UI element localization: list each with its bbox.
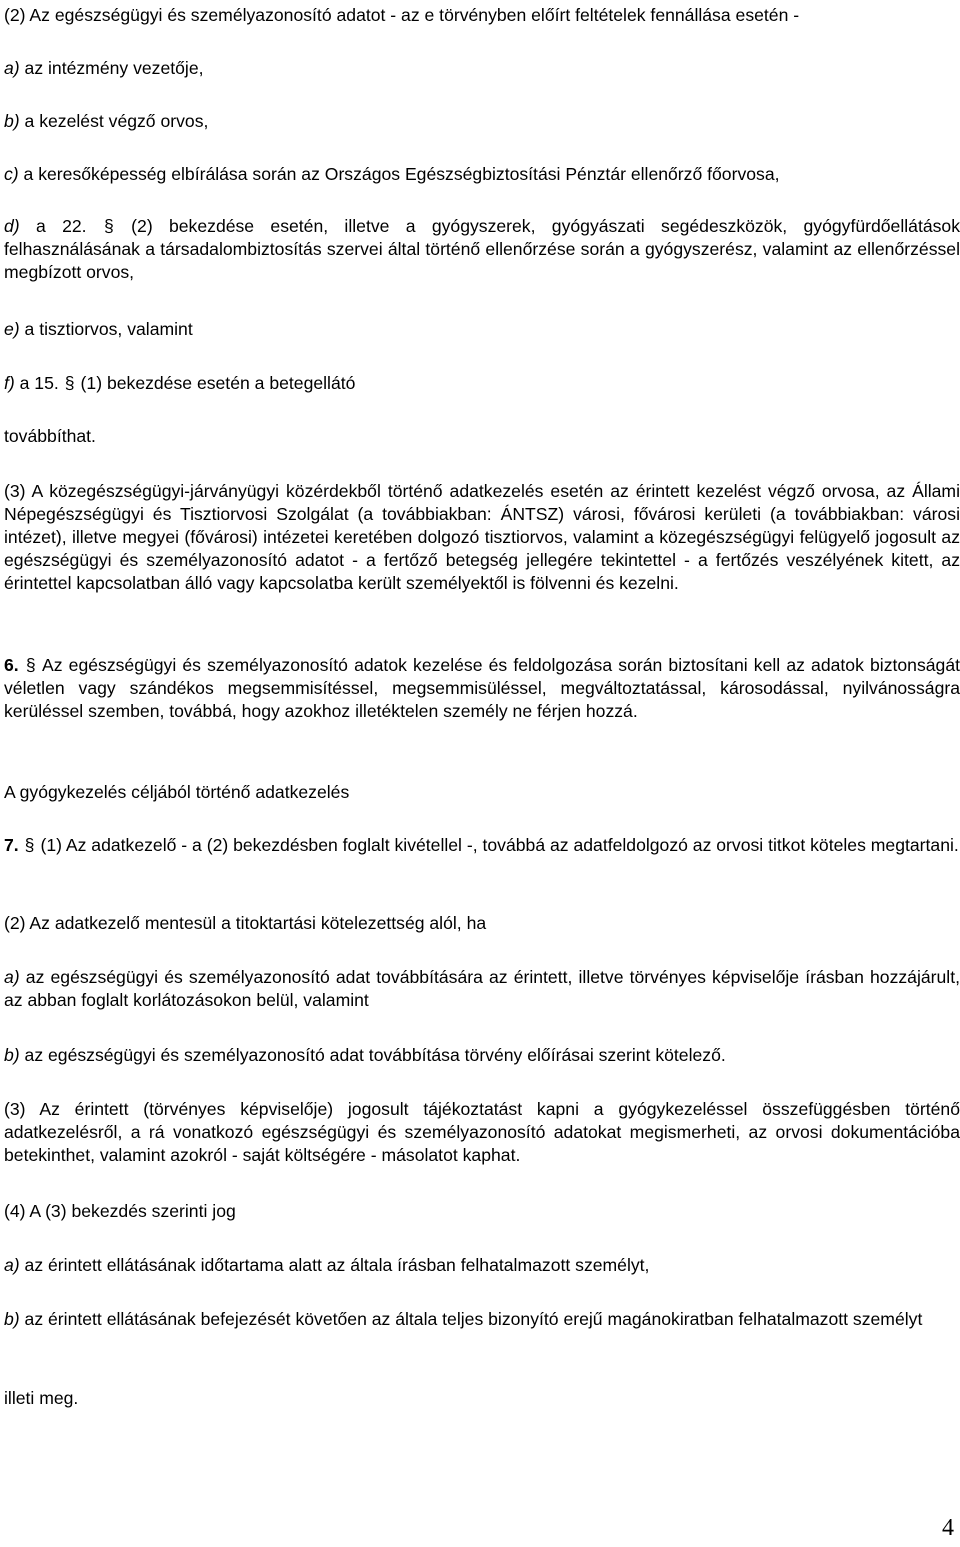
list-marker: a) (4, 58, 20, 78)
list-item-7-2-b (4, 1044, 960, 1067)
list-marker: a) (4, 1255, 20, 1275)
section-number: 7. (4, 835, 19, 855)
list-item-7-2-a (4, 966, 960, 1012)
list-item-text: a tisztiorvos, valamint (19, 319, 193, 339)
list-marker: a) (4, 967, 20, 987)
paragraph-text: (2) Az egészségügyi és személyazonosító adatot - az e törvényben előírt feltételek fennállása esetén - (4, 5, 800, 25)
list-item-e (4, 318, 960, 341)
list-marker: c) (4, 164, 19, 184)
paragraph-text: továbbíthat. (4, 426, 96, 446)
paragraph-text: (3) Az érintett (törvényes képviselője) jogosult tájékoztatást kapni a gyógykezeléssel összefüggésben történő adatkezelésről, a rá vonatkozó egészségügyi és személyazonosító adatokat megismerheti, az orvosi dokumentációba betekinthet, valamint azokról - saját költségére - másolatot kaphat. (4, 1099, 960, 1165)
paragraph-3 (4, 480, 960, 595)
list-item-text: a keresőképesség elbírálása során az Országos Egészségbiztosítási Pénztár ellenőrző főorvosa, (18, 164, 780, 184)
list-item-text: a 15. (14, 373, 64, 393)
section-7 (4, 834, 960, 857)
list-item-a (4, 57, 960, 80)
section-number: 6. (4, 655, 19, 675)
paragraph-text: Az egészségügyi és személyazonosító adatok kezelése és feldolgozása során biztosítani kell az adatok biztonságát véletlen vagy szándékos megsemmisítéssel, megsemmisüléssel, megváltoztatással, károsodással, nyilvánosságra kerüléssel szemben, továbbá, hogy azokhoz illetéktelen személy ne férjen hozzá. (4, 655, 960, 721)
list-item-text: az egészségügyi és személyazonosító adat továbbítása törvény előírásai szerint kötelező. (19, 1045, 726, 1065)
list-item-text: az érintett ellátásának időtartama alatt az általa írásban felhatalmazott személyt, (19, 1255, 650, 1275)
section-sign: § (25, 655, 36, 675)
paragraph-7-4 (4, 1200, 960, 1223)
list-marker: d) (4, 216, 20, 236)
page-number: 4 (942, 1515, 954, 1541)
list-item-text: az érintett ellátásának befejezését követően az általa teljes bizonyító erejű magánokiratban felhatalmazott személyt (19, 1309, 923, 1329)
section-6 (4, 654, 960, 723)
paragraph-text: (2) Az adatkezelő mentesül a titoktartási kötelezettség alól, ha (4, 913, 487, 933)
paragraph-7-3 (4, 1098, 960, 1167)
paragraph-continuation (4, 425, 960, 448)
section-sign: § (24, 835, 35, 855)
list-item-7-4-b (4, 1308, 960, 1331)
list-marker: b) (4, 1309, 20, 1329)
list-item-text: (2) bekezdése esetén, illetve a gyógyszerek, gyógyászati segédeszközök, gyógyfürdőellátások felhasználásának a társadalombiztosítás szervei által történő ellenőrzése során a gyógyszerész, valamint az ellenőrzéssel megbízott orvos, (4, 216, 960, 282)
list-item-7-4-a (4, 1254, 960, 1277)
list-item-text: az intézmény vezetője, (19, 58, 204, 78)
paragraph-text: (3) A közegészségügyi-járványügyi közérdekből történő adatkezelés esetén az érintett kezelést végző orvosa, az Állami Népegészségügyi és Tisztiorvosi Szolgálat (a továbbiakban: ÁNTSZ) városi, fővárosi kerületi (a továbbiakban: városi intézet), illetve megyei (fővárosi) intézetei keretében dolgozó tisztiorvos, valamint a közegészségügyi felügyelő jogosult az egészségügyi és személyazonosító adatot - a fertőző betegség jellegére tekintettel - a fertőzés veszélyének kitett, az érintettel kapcsolatban álló vagy kapcsolatba került személyektől is fölvenni és kezelni. (4, 481, 960, 593)
paragraph-closing (4, 1387, 960, 1410)
list-item-b (4, 110, 960, 133)
paragraph-7-2 (4, 912, 960, 935)
list-item-d (4, 215, 960, 284)
list-marker: b) (4, 111, 20, 131)
list-item-c (4, 163, 960, 186)
paragraph-text: illeti meg. (4, 1388, 79, 1408)
list-item-text: a kezelést végző orvos, (19, 111, 209, 131)
section-sign: § (64, 373, 75, 393)
paragraph-2-intro (4, 4, 960, 27)
subheading (4, 781, 960, 804)
list-item-f (4, 372, 960, 395)
subheading-text: A gyógykezelés céljából történő adatkezelés (4, 782, 350, 802)
list-marker: b) (4, 1045, 20, 1065)
list-marker: e) (4, 319, 20, 339)
paragraph-text: (4) A (3) bekezdés szerinti jog (4, 1201, 236, 1221)
list-marker: f) (4, 373, 15, 393)
paragraph-text: (1) Az adatkezelő - a (2) bekezdésben foglalt kivétellel -, továbbá az adatfeldolgozó az orvosi titkot köteles megtartani. (35, 835, 959, 855)
list-item-text: az egészségügyi és személyazonosító adat továbbítására az érintett, illetve törvényes képviselője írásban hozzájárult, az abban foglalt korlátozásokon belül, valamint (4, 967, 960, 1010)
list-item-text: (1) bekezdése esetén a betegellátó (75, 373, 356, 393)
list-item-text: a 22. (19, 216, 103, 236)
section-sign: § (103, 216, 114, 236)
